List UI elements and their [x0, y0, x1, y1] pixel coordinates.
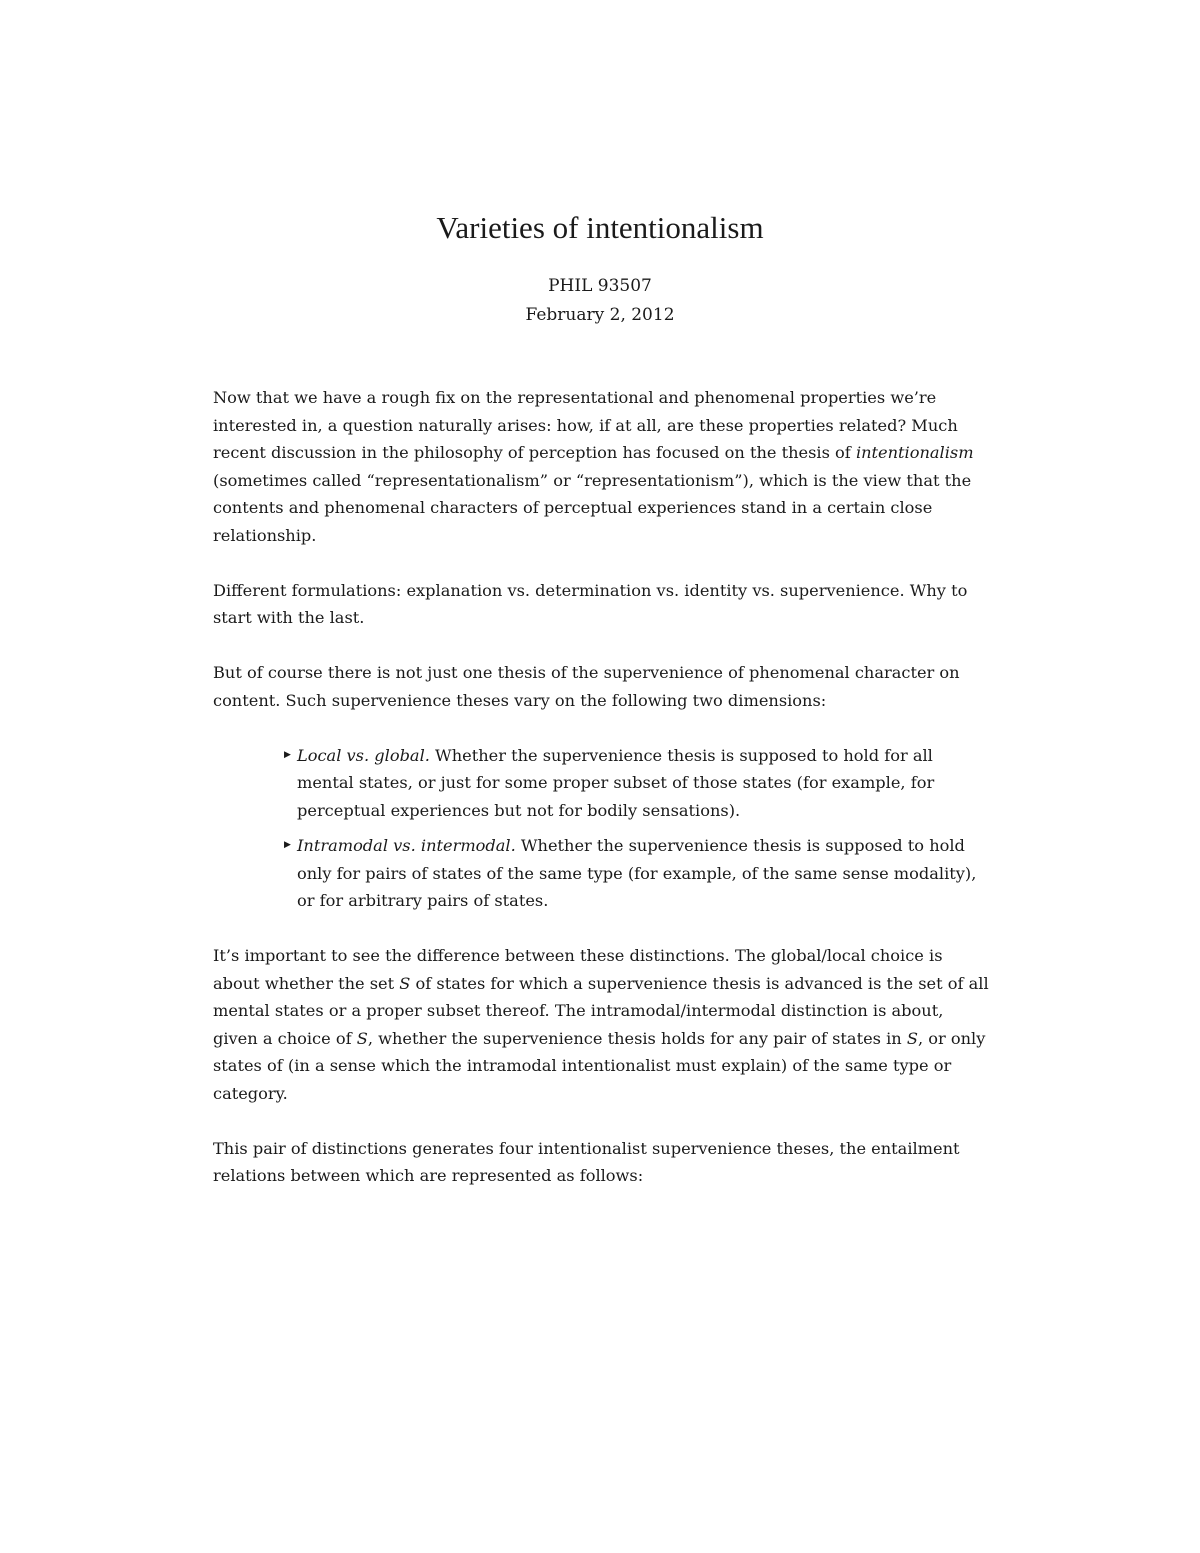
paragraph-distinctions-text-a: It’s important to see the difference between these distinctions. The global/local choice is about whether the set: [213, 946, 943, 993]
dimension-text: Whether the supervenience thesis is supposed to hold only for pairs of states of the same type (for example, of the same sense modality), or for arbitrary pairs of states.: [297, 836, 977, 910]
paragraph-distinctions-text-b: of states for which a supervenience thesis is advanced is the set of all mental states or a proper subset thereof. The intramodal/intermodal distinction is about, given a choice of: [213, 973, 989, 1048]
paragraph-four-theses: This pair of distinctions generates four intentionalist supervenience theses, the entailment relations between which are represented as follows:: [213, 1138, 960, 1185]
paragraph-formulations: Different formulations: explanation vs. determination vs. identity vs. supervenience. Why to start with the last.: [213, 580, 968, 627]
dimension-term: Intramodal vs. intermodal.: [297, 836, 516, 855]
math-set-s: S: [399, 973, 411, 993]
dimension-text: Whether the supervenience thesis is supposed to hold for all mental states, or just for some proper subset of those states (for example, for perceptual experiences but not for bodily sensations).: [297, 745, 935, 820]
paragraph-distinctions-text-c: , whether the supervenience thesis holds for any pair of states in: [367, 1028, 907, 1048]
paragraph-intro-text-a: Now that we have a rough fix on the representational and phenomenal properties we’re interested in, a question naturally arises: how, if at all, are these properties related? Much recent discussion in the philosophy of perception has focused on the thesis of: [213, 388, 958, 462]
math-set-s: S: [356, 1028, 368, 1048]
document-body: [213, 384, 993, 1217]
paragraph-intro-text-b: (sometimes called “representationalism” or “representationism”), which is the view that the contents and phenomenal characters of perceptual experiences stand in a certain close relationship.: [213, 470, 972, 545]
dimension-term: Local vs. global.: [297, 745, 430, 765]
paragraph-distinctions-text-d: , or only states of (in a sense which the intramodal intentionalist must explain) of the same type or category.: [213, 1028, 986, 1103]
paragraph-dimensions-intro: But of course there is not just one thesis of the supervenience of phenomenal character on content. Such supervenience theses vary on the following two dimensions:: [213, 663, 960, 710]
course-code: PHIL 93507: [548, 276, 652, 296]
paragraph-distinctions: [213, 942, 993, 1107]
term-intentionalism: intentionalism: [855, 443, 974, 462]
dimensions-list: [213, 742, 993, 915]
math-set-s: S: [906, 1028, 918, 1048]
list-item: [284, 832, 993, 915]
document-title: Varieties of intentionalism: [436, 210, 764, 245]
paragraph-intro: [213, 384, 993, 549]
triangle-bullet-icon: ▶: [284, 749, 291, 760]
triangle-bullet-icon: ▶: [284, 840, 291, 850]
list-item: [284, 742, 993, 825]
document-date: February 2, 2012: [525, 305, 675, 325]
